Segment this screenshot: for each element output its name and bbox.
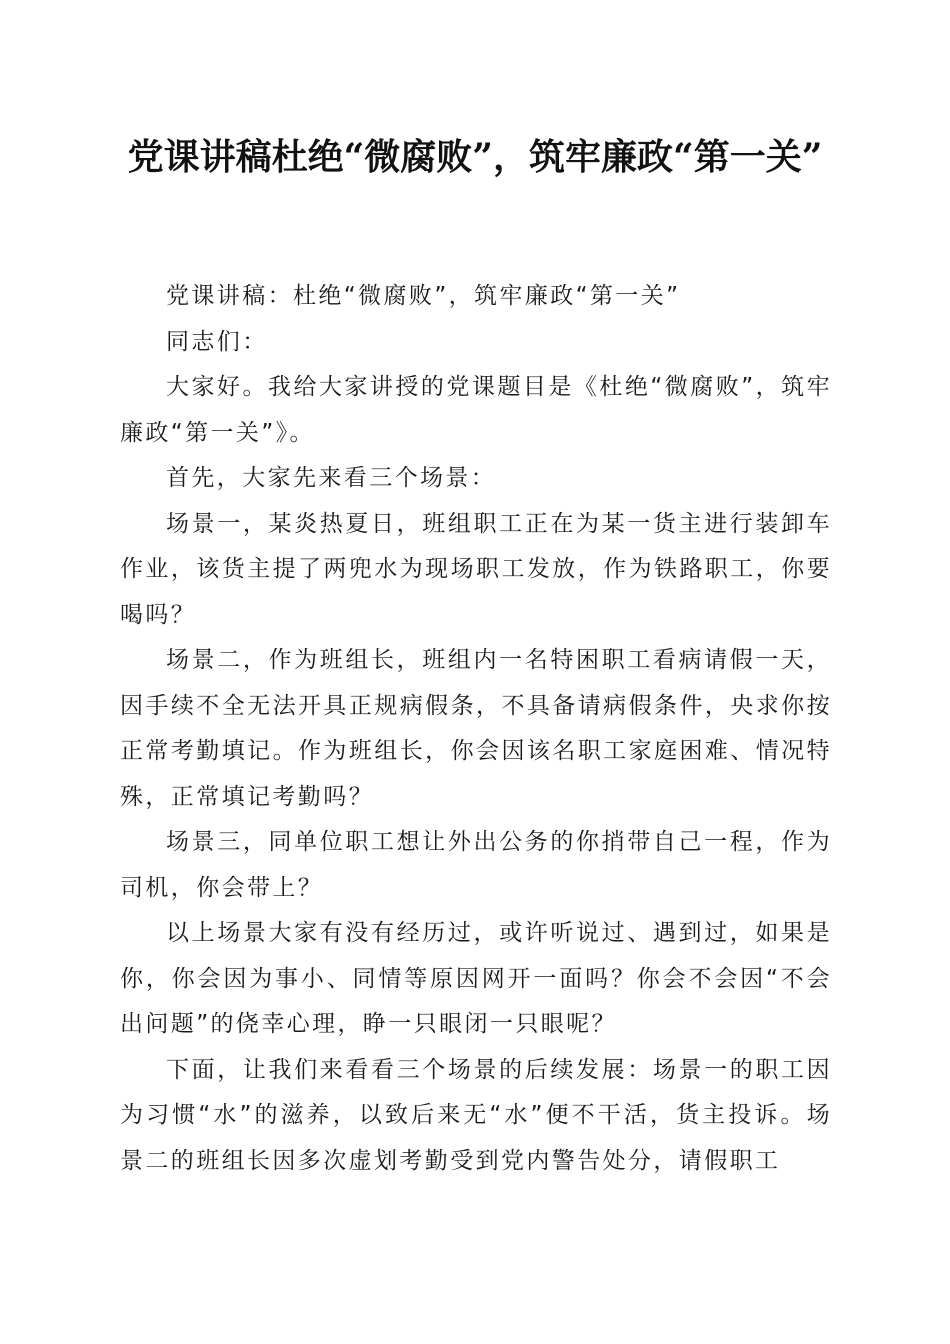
paragraph-intro: 大家好。我给大家讲授的党课题目是《杜绝“微腐败”，筑牢廉政“第一关”》。 xyxy=(120,374,832,446)
document-body xyxy=(120,274,832,1184)
paragraph-outcomes: 下面，让我们来看看三个场景的后续发展：场景一的职工因为习惯“水”的滋养，以致后来无“水”便不干活，货主投诉。场景二的班组长因多次虚划考勤受到党内警告处分，请假职工 xyxy=(120,1056,832,1174)
document-title: 党课讲稿杜绝“微腐败”，筑牢廉政“第一关” xyxy=(127,136,823,178)
paragraph-scene-three: 场景三，同单位职工想让外出公务的你捎带自己一程，作为司机，你会带上？ xyxy=(120,829,832,901)
paragraph-reflection: 以上场景大家有没有经历过，或许听说过、遇到过，如果是你，你会因为事小、同情等原因网开一面吗？你会不会因“不会出问题”的侥幸心理，睁一只眼闭一只眼呢？ xyxy=(120,920,832,1037)
paragraph-scene-one: 场景一，某炎热夏日，班组职工正在为某一货主进行装卸车作业，该货主提了两兜水为现场职工发放，作为铁路职工，你要喝吗？ xyxy=(120,510,832,628)
paragraph-scene-two: 场景二，作为班组长，班组内一名特困职工看病请假一天，因手续不全无法开具正规病假条，不具备请病假条件，央求你按正常考勤填记。作为班组长，你会因该名职工家庭困难、情况特殊，正常填记考勤吗？ xyxy=(120,647,832,810)
paragraph-salutation: 同志们： xyxy=(166,328,268,355)
paragraph-subtitle: 党课讲稿：杜绝“微腐败”，筑牢廉政“第一关” xyxy=(166,283,681,309)
paragraph-scenes-lead: 首先，大家先来看三个场景： xyxy=(166,465,497,491)
